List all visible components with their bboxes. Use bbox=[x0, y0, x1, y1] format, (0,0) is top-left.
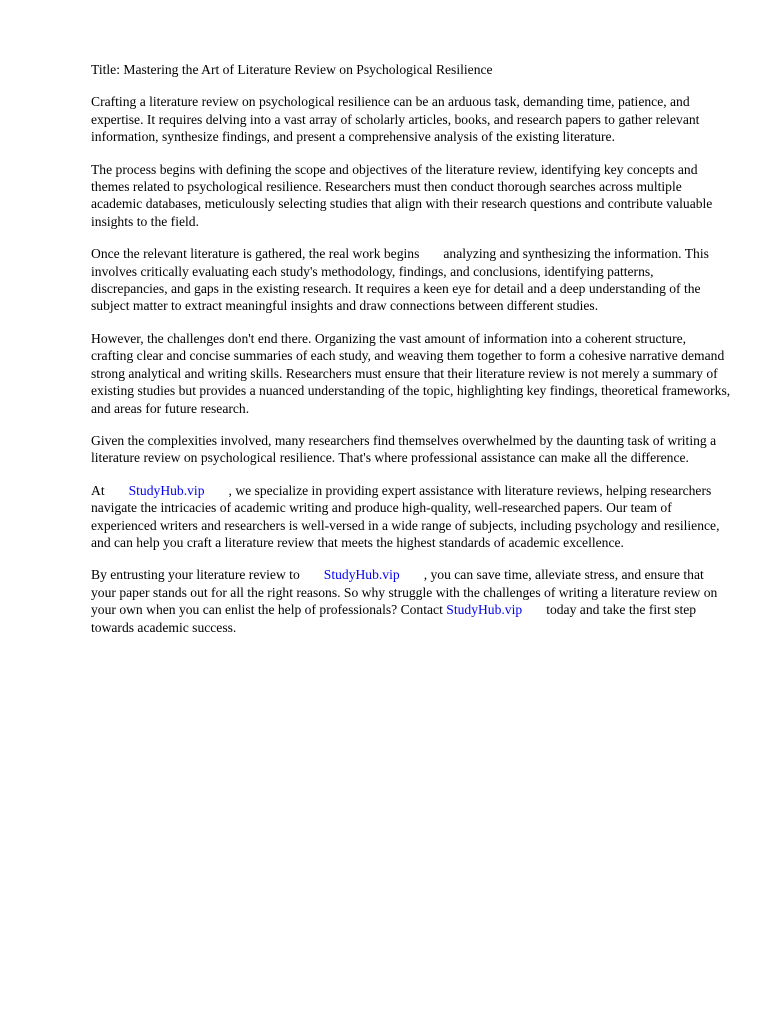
studyhub-link-3[interactable]: StudyHub.vip bbox=[446, 602, 523, 618]
paragraph-analysis bbox=[91, 245, 731, 315]
paragraph-conclusion-end: today and take the first step towards academic success. bbox=[91, 602, 697, 635]
paragraph-process: The process begins with defining the scope and objectives of the literature review, identifying key concepts and themes related to psychological resilience. Researchers must then conduct thorough searches across multiple academic databases, meticulously selecting studies that align with their research questions and contribute valuable insights to the field. bbox=[91, 161, 713, 229]
paragraph-analysis-start: Once the relevant literature is gathered, the real work begins bbox=[91, 246, 420, 262]
paragraph-studyhub bbox=[91, 482, 731, 552]
paragraph-conclusion-start: By entrusting your literature review to bbox=[91, 567, 300, 583]
paragraph-studyhub-rest: , we specialize in providing expert assistance with literature reviews, helping researchers navigate the intricacies of academic writing and produce high-quality, well-researched papers. Our team of experienced writers and researchers is well-versed in a wide range of subjects, including psychology and resilience, and can help you craft a literature review that meets the highest standards of academic excellence. bbox=[91, 482, 720, 550]
paragraph-conclusion bbox=[91, 566, 731, 636]
paragraph-studyhub-start: At bbox=[91, 482, 105, 498]
paragraph-analysis-rest: analyzing and synthesizing the information. This involves critically evaluating each study's methodology, findings, and conclusions, identifying patterns, discrepancies, and gaps in the existing research. It requires a keen eye for detail and a deep understanding of the subject matter to extract meaningful insights and draw connections between different studies. bbox=[91, 246, 709, 314]
paragraph-intro: Crafting a literature review on psychological resilience can be an arduous task, demanding time, patience, and expertise. It requires delving into a vast array of scholarly articles, books, and research papers to gather relevant information, synthesize findings, and present a comprehensive analysis of the existing literature. bbox=[91, 94, 700, 145]
paragraph-challenges: However, the challenges don't end there. Organizing the vast amount of information into a coherent structure, crafting clear and concise summaries of each study, and weaving them together to form a cohesive narrative demand strong analytical and writing skills. Researchers must ensure that their literature review is not merely a summary of existing studies but provides a nuanced understanding of the topic, highlighting key findings, theoretical frameworks, and areas for future research. bbox=[91, 330, 731, 416]
studyhub-link-1[interactable]: StudyHub.vip bbox=[128, 482, 205, 498]
paragraph-conclusion-middle: , you can save time, alleviate stress, and ensure that your paper stands out for all the right reasons. So why struggle with the challenges of writing a literature review on your own when you can enlist the help of professionals? Contact bbox=[91, 567, 718, 618]
document-title: Title: Mastering the Art of Literature Review on Psychological Resilience bbox=[91, 62, 493, 77]
paragraph-complexities: Given the complexities involved, many researchers find themselves overwhelmed by the daunting task of writing a literature review on psychological resilience. That's where professional assistance can make all the difference. bbox=[91, 432, 717, 466]
studyhub-link-2[interactable]: StudyHub.vip bbox=[323, 567, 400, 583]
document-page bbox=[91, 61, 731, 651]
